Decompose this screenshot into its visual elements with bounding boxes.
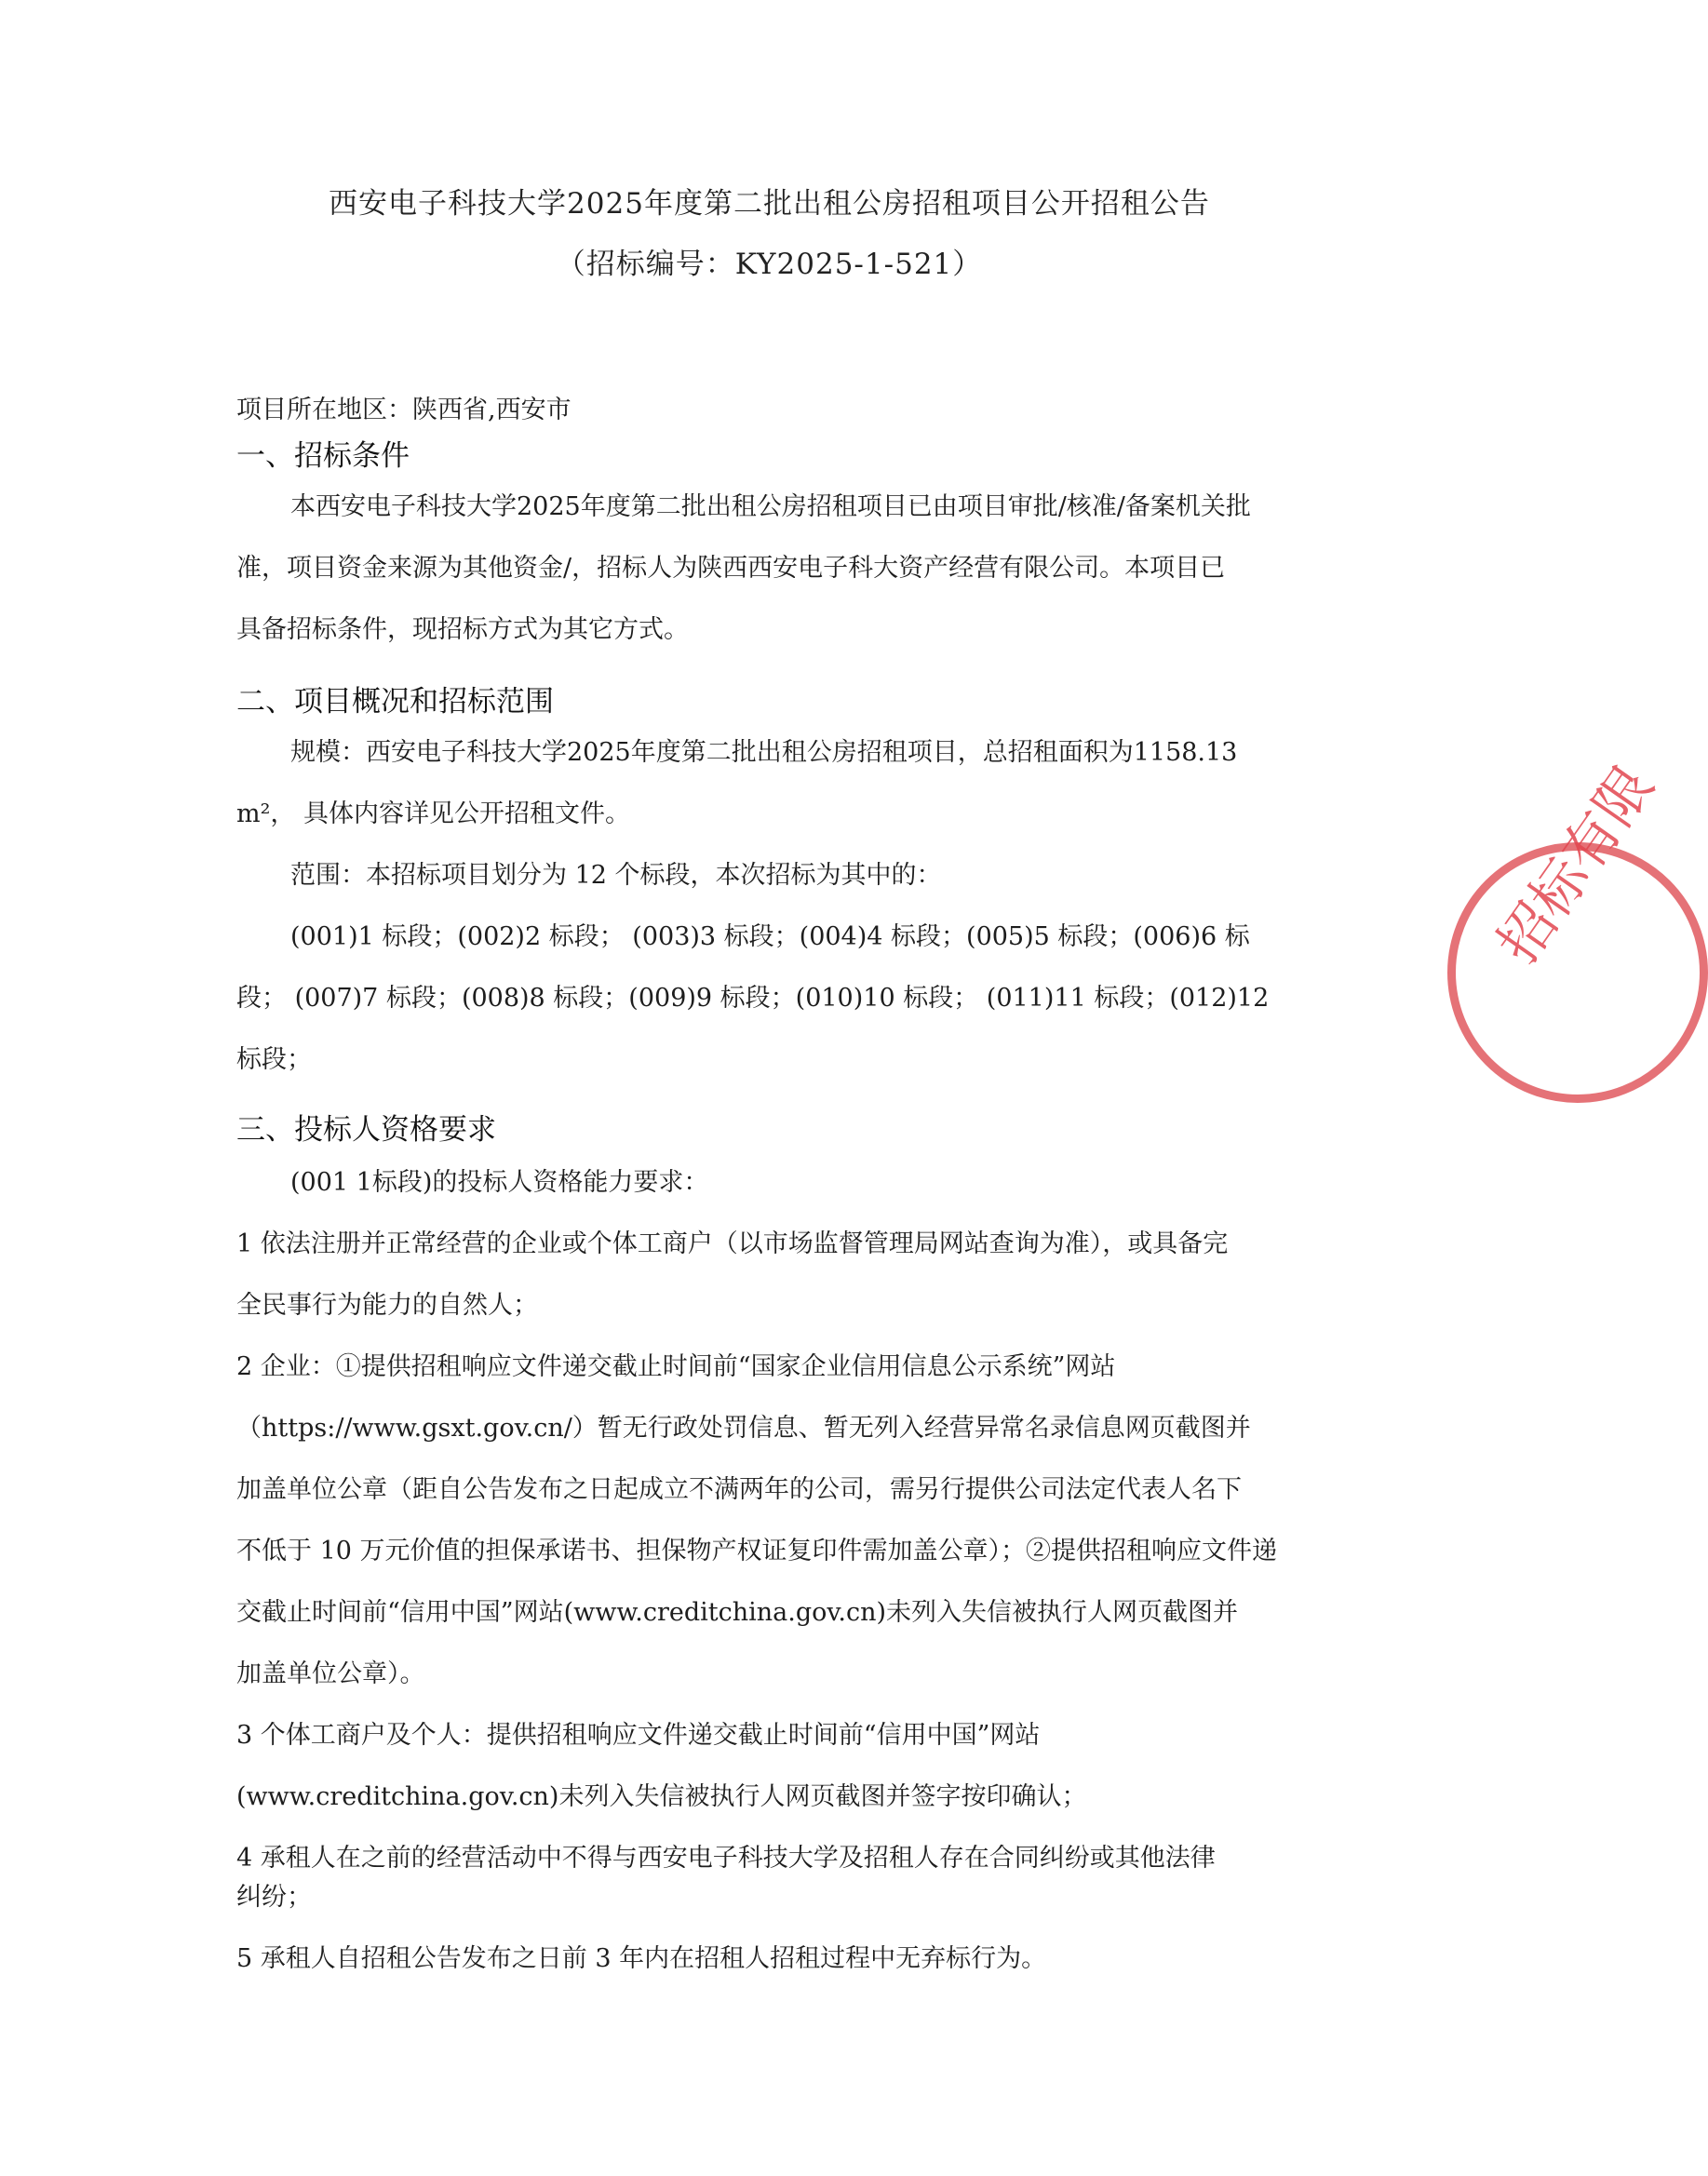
requirement-line: （https://www.gsxt.gov.cn/）暂无行政处罚信息、暂无列入经营异常名录信息网页截图并	[236, 1414, 1251, 1443]
requirement-line: 2 企业：①提供招租响应文件递交截止时间前“国家企业信用信息公示系统”网站	[236, 1352, 1116, 1381]
requirement-line: (www.creditchina.gov.cn)未列入失信被执行人网页截图并签字按印确认；	[236, 1782, 1087, 1811]
section-heading-3: 三、投标人资格要求	[236, 1113, 496, 1147]
section-heading-1: 一、招标条件	[236, 439, 410, 473]
requirement-line: 纠纷；	[236, 1883, 312, 1912]
qualification-intro: (001 1标段)的投标人资格能力要求：	[290, 1168, 709, 1197]
scale-line: m²， 具体内容详见公开招租文件。	[236, 799, 631, 828]
requirement-line: 1 依法注册并正常经营的企业或个体工商户（以市场监督管理局网站查询为准），或具备完	[236, 1229, 1229, 1258]
requirement-line: 加盖单位公章）。	[236, 1659, 425, 1688]
project-location: 项目所在地区：陕西省,西安市	[236, 396, 572, 424]
section1-line: 本西安电子科技大学2025年度第二批出租公房招租项目已由项目审批/核准/备案机关批	[290, 492, 1251, 521]
page-title: 西安电子科技大学2025年度第二批出租公房招租项目公开招租公告	[329, 187, 1210, 221]
requirement-line: 4 承租人在之前的经营活动中不得与西安电子科技大学及招租人存在合同纠纷或其他法律	[236, 1844, 1216, 1873]
requirement-line: 3 个体工商户及个人：提供招租响应文件递交截止时间前“信用中国”网站	[236, 1721, 1041, 1750]
scope-line: 段； (007)7 标段；(008)8 标段；(009)9 标段；(010)10 标段； (011)11 标段；(012)12	[236, 984, 1270, 1013]
scope-line: (001)1 标段；(002)2 标段； (003)3 标段；(004)4 标段；(005)5 标段；(006)6 标	[290, 922, 1250, 951]
requirement-line: 交截止时间前“信用中国”网站(www.creditchina.gov.cn)未列入失信被执行人网页截图并	[236, 1598, 1239, 1627]
seal-text: 招标有限	[1485, 754, 1667, 975]
section1-line: 具备招标条件，现招标方式为其它方式。	[236, 615, 689, 644]
bid-number: （招标编号：KY2025-1-521）	[556, 248, 983, 281]
requirement-line: 不低于 10 万元价值的担保承诺书、担保物产权证复印件需加盖公章）；②提供招租响应文件递	[236, 1537, 1278, 1565]
section-heading-2: 二、项目概况和招标范围	[236, 685, 554, 719]
scale-line: 规模：西安电子科技大学2025年度第二批出租公房招租项目，总招租面积为1158.13	[290, 738, 1238, 767]
section1-line: 准，项目资金来源为其他资金/，招标人为陕西西安电子科大资产经营有限公司。本项目已	[236, 554, 1226, 583]
requirement-line: 加盖单位公章（距自公告发布之日起成立不满两年的公司，需另行提供公司法定代表人名下	[236, 1475, 1242, 1504]
scope-line: 范围：本招标项目划分为 12 个标段，本次招标为其中的：	[290, 861, 942, 890]
scope-line: 标段；	[236, 1045, 312, 1074]
requirement-line: 5 承租人自招租公告发布之日前 3 年内在招租人招租过程中无弃标行为。	[236, 1944, 1047, 1973]
requirement-line: 全民事行为能力的自然人；	[236, 1291, 538, 1320]
